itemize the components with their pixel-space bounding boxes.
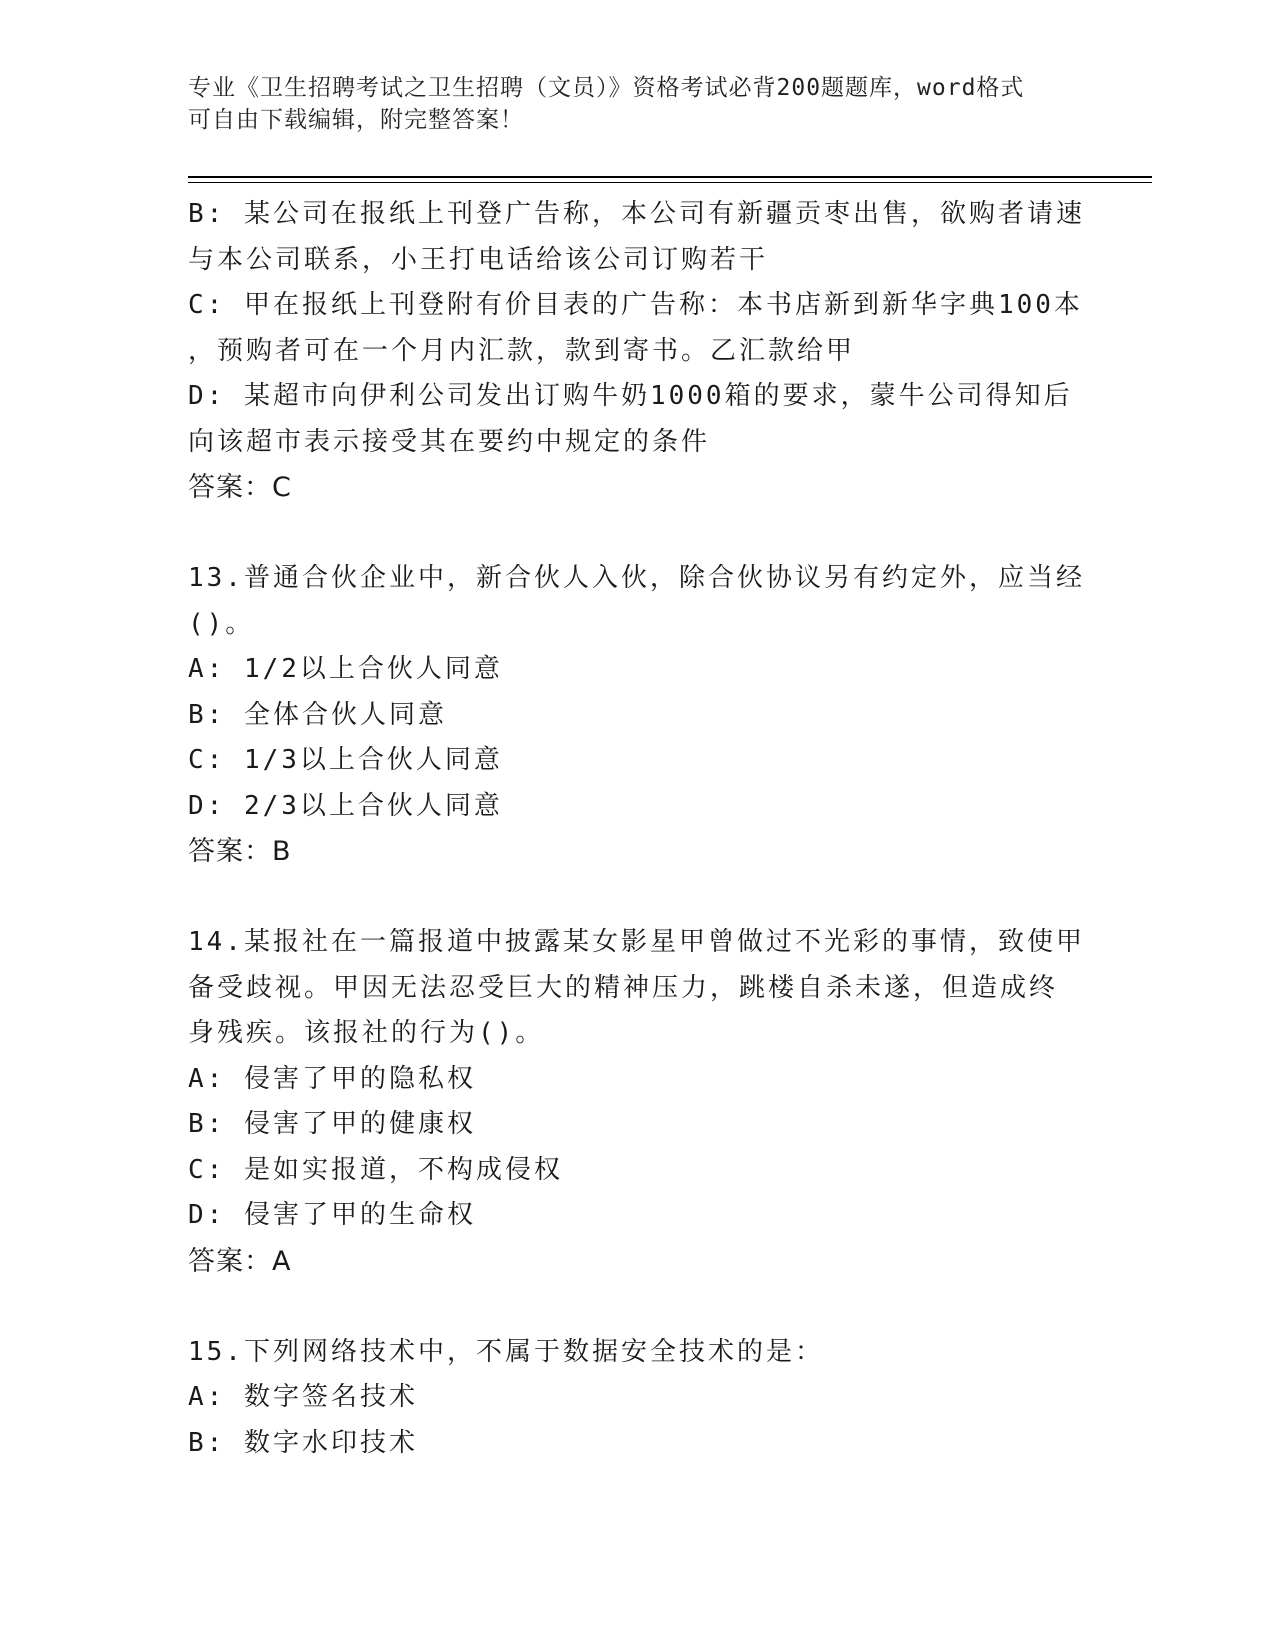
answer-line: 答案：A <box>188 1245 292 1277</box>
option-b: B: 全体合伙人同意 <box>188 699 447 730</box>
option-b-line-2: 与本公司联系，小王打电话给该公司订购若干 <box>188 244 769 275</box>
option-c-line-2: ，预购者可在一个月内汇款，款到寄书。乙汇款给甲 <box>188 335 856 366</box>
question-stem-line-2: 备受歧视。甲因无法忍受巨大的精神压力，跳楼自杀未遂，但造成终 <box>188 972 1059 1003</box>
option-d: D: 侵害了甲的生命权 <box>188 1200 476 1230</box>
option-d: D: 2/3以上合伙人同意 <box>188 790 503 821</box>
question-stem-line-1: 15.下列网络技术中，不属于数据安全技术的是： <box>188 1336 824 1367</box>
document-header <box>188 72 1088 136</box>
document-body <box>188 192 1088 1466</box>
option-d-line-1: D: 某超市向伊利公司发出订购牛奶1000箱的要求，蒙牛公司得知后 <box>188 381 1073 411</box>
header-rule-thin <box>188 182 1152 183</box>
answer-line: 答案：B <box>188 836 292 867</box>
option-b: B: 侵害了甲的健康权 <box>188 1109 476 1139</box>
question-stem-line-2: ()。 <box>188 608 255 639</box>
spacer <box>188 511 1088 557</box>
question-stem-line-1: 13.普通合伙企业中，新合伙人入伙，除合伙协议另有约定外，应当经 <box>188 563 1085 593</box>
spacer <box>188 875 1088 921</box>
option-a: A: 1/2以上合伙人同意 <box>188 654 503 684</box>
option-b-line-1: B: 某公司在报纸上刊登广告称，本公司有新疆贡枣出售，欲购者请速 <box>188 199 1085 229</box>
question-13 <box>188 556 1088 875</box>
question-12 <box>188 192 1088 511</box>
header-title-line-2: 可自由下载编辑，附完整答案！ <box>188 107 524 133</box>
question-stem-line-3: 身残疾。该报社的行为()。 <box>188 1018 545 1048</box>
option-c: C: 是如实报道，不构成侵权 <box>188 1154 563 1185</box>
header-title-line-1: 专业《卫生招聘考试之卫生招聘（文员）》资格考试必背200题题库，word格式 <box>188 75 1025 101</box>
option-a: A: 数字签名技术 <box>188 1382 418 1412</box>
question-stem-line-1: 14.某报社在一篇报道中披露某女影星甲曾做过不光彩的事情，致使甲 <box>188 927 1085 957</box>
question-15 <box>188 1330 1088 1467</box>
answer-line: 答案：C <box>188 472 292 503</box>
header-rule-thick <box>188 176 1152 178</box>
option-c-line-1: C: 甲在报纸上刊登附有价目表的广告称：本书店新到新华字典100本 <box>188 290 1083 320</box>
option-c: C: 1/3以上合伙人同意 <box>188 745 503 775</box>
option-d-line-2: 向该超市表示接受其在要约中规定的条件 <box>188 426 711 457</box>
question-14 <box>188 920 1088 1284</box>
spacer <box>188 1284 1088 1330</box>
option-a: A: 侵害了甲的隐私权 <box>188 1063 476 1094</box>
option-b: B: 数字水印技术 <box>188 1427 418 1458</box>
